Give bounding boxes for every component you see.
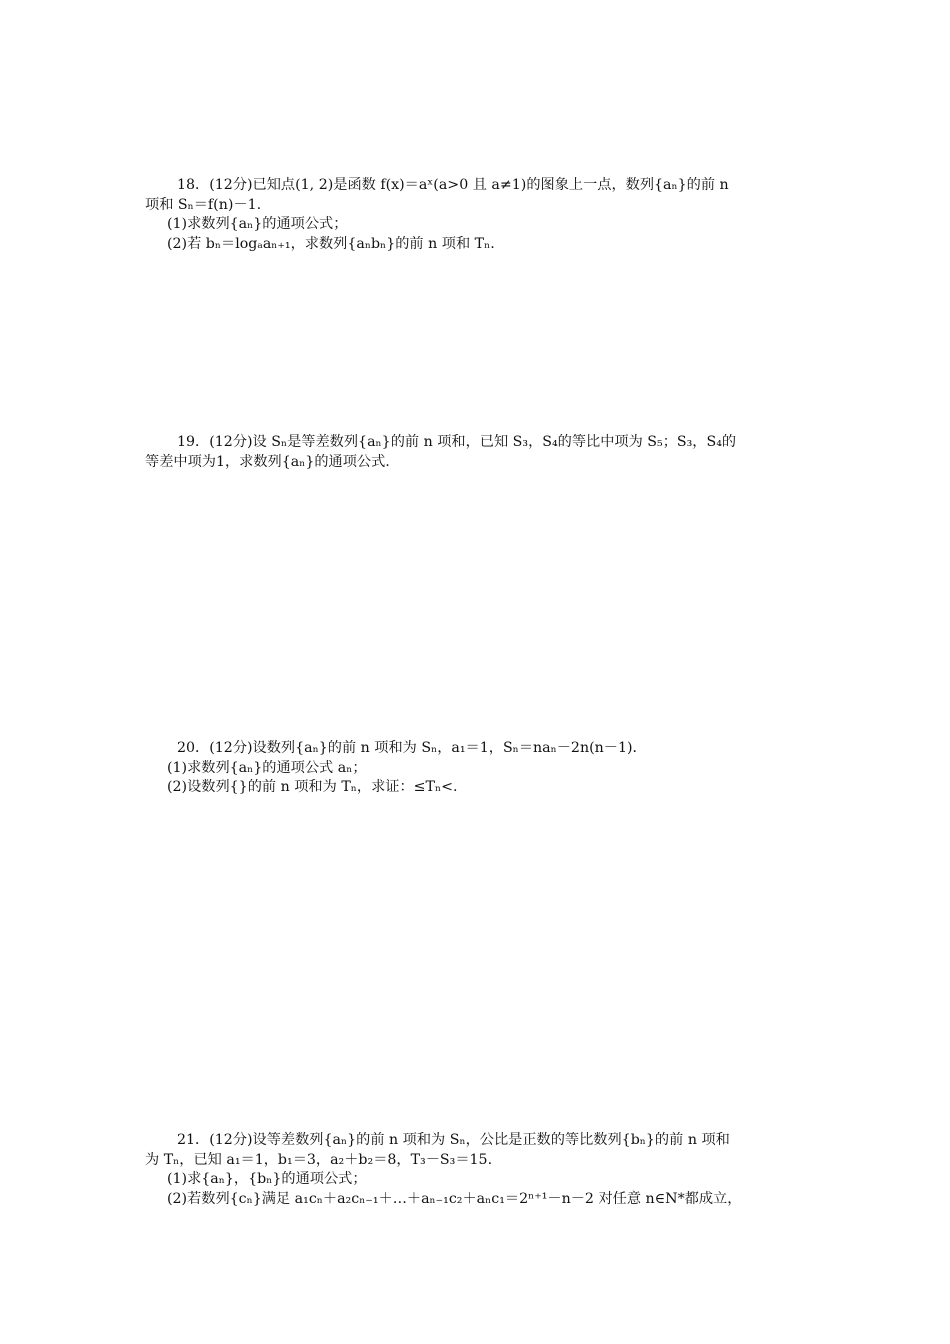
problem-21-line-2: 为 Tₙ，已知 a₁＝1，b₁＝3，a₂＋b₂＝8，T₃－S₃＝15. bbox=[145, 1151, 493, 1168]
problem-18-line-2: 项和 Sₙ＝f(n)－1. bbox=[145, 196, 262, 213]
problem-19-line-1: 19．(12分)设 Sₙ是等差数列{aₙ}的前 n 项和，已知 S₃，S₄的等比中项为 S₅；S₃，S₄的 bbox=[177, 434, 737, 450]
problem-20-line-1: 20．(12分)设数列{aₙ}的前 n 项和为 Sₙ，a₁＝1，Sₙ＝naₙ－2n(n－1)． bbox=[177, 740, 647, 756]
problem-18-part-2: (2)若 bₙ＝logₐaₙ₊₁，求数列{aₙbₙ}的前 n 项和 Tₙ. bbox=[167, 235, 495, 252]
problem-21-line-1: 21．(12分)设等差数列{aₙ}的前 n 项和为 Sₙ，公比是正数的等比数列{bₙ}的前 n 项和 bbox=[177, 1132, 730, 1148]
problem-20-part-2: (2)设数列{}的前 n 项和为 Tₙ，求证：≤Tₙ<. bbox=[167, 779, 458, 795]
problem-21-part-1: (1)求{aₙ}，{bₙ}的通项公式； bbox=[167, 1171, 367, 1187]
problem-21-part-2: (2)若数列{cₙ}满足 a₁cₙ＋a₂cₙ₋₁＋…＋aₙ₋₁c₂＋aₙc₁＝2ⁿ⁺¹－n－2 对任意 n∈N*都成立， bbox=[167, 1190, 742, 1207]
problem-20-part-1: (1)求数列{aₙ}的通项公式 aₙ； bbox=[167, 759, 367, 776]
problem-21 bbox=[145, 1131, 815, 1209]
problem-18 bbox=[145, 176, 815, 254]
problem-19 bbox=[145, 433, 815, 472]
problem-19-line-2: 等差中项为1，求数列{aₙ}的通项公式. bbox=[145, 453, 390, 470]
problem-18-line-1: 18．(12分)已知点(1, 2)是函数 f(x)＝aˣ(a>0 且 a≠1)的图象上一点，数列{aₙ}的前 n bbox=[177, 177, 729, 193]
problem-18-part-1: (1)求数列{aₙ}的通项公式； bbox=[167, 216, 348, 232]
problem-20 bbox=[145, 739, 815, 798]
